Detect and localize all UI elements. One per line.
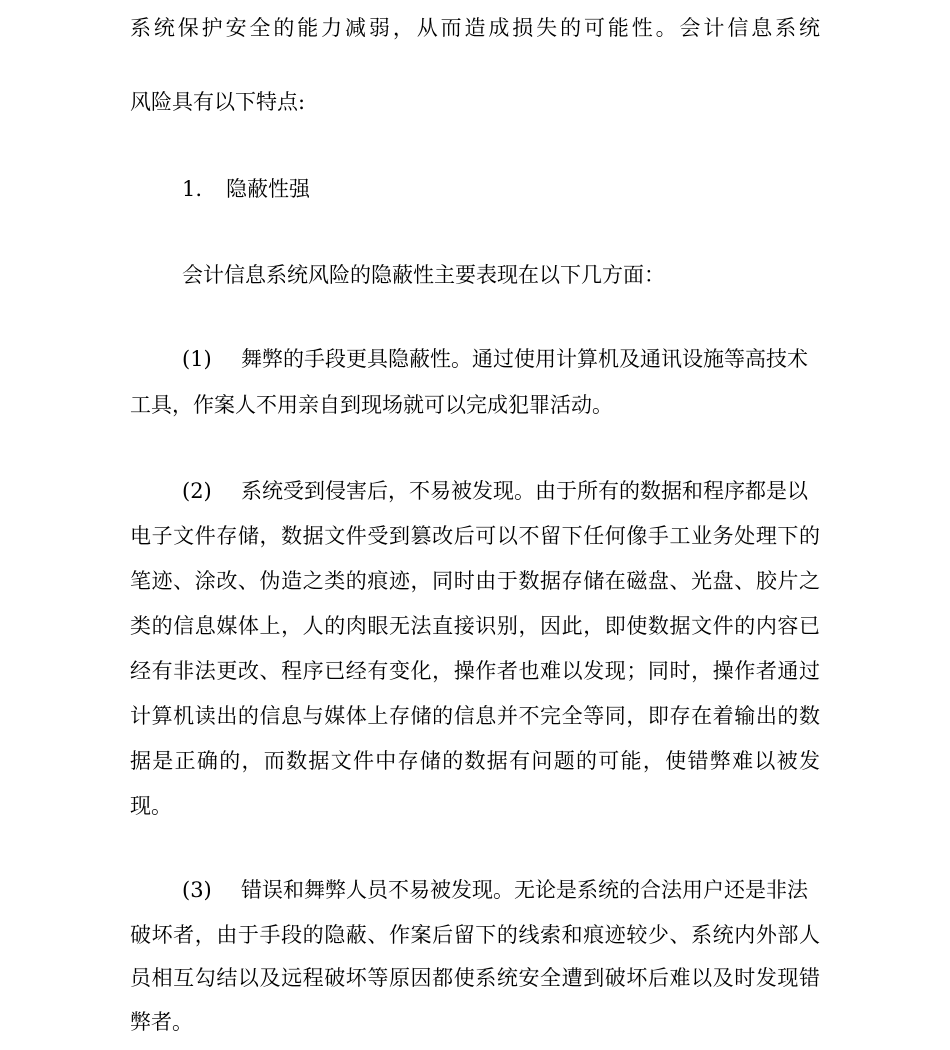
paragraph-line: 错误和舞弊人员不易被发现。无论是系统的合法用户还是非法 xyxy=(241,878,808,902)
paragraph-line: 类的信息媒体上，人的肉眼无法直接识别，因此，即使数据文件的内容已 xyxy=(130,614,820,638)
paragraph-line: 据是正确的，而数据文件中存储的数据有问题的可能，使错弊难以被发 xyxy=(130,749,820,773)
heading-number: 1. xyxy=(182,177,203,201)
list-item-marker: (2) xyxy=(182,479,212,503)
heading-text: 隐蔽性强 xyxy=(226,177,310,201)
paragraph-line: 经有非法更改、程序已经有变化，操作者也难以发现；同时，操作者通过 xyxy=(130,659,820,683)
paragraph-line: 笔迹、涂改、伪造之类的痕迹，同时由于数据存储在磁盘、光盘、胶片之 xyxy=(130,569,820,593)
paragraph-line: 工具，作案人不用亲自到现场就可以完成犯罪活动。 xyxy=(130,393,613,417)
paragraph-line: 系统受到侵害后，不易被发现。由于所有的数据和程序都是以 xyxy=(241,479,808,503)
paragraph-line: 破坏者，由于手段的隐蔽、作案后留下的线索和痕迹较少、系统内外部人 xyxy=(130,923,820,947)
paragraph-line: 电子文件存储，数据文件受到篡改后可以不留下任何像手工业务处理下的 xyxy=(130,524,820,548)
paragraph-line: 员相互勾结以及远程破坏等原因都使系统安全遭到破坏后难以及时发现错 xyxy=(130,966,820,990)
paragraph-line: 舞弊的手段更具隐蔽性。通过使用计算机及通讯设施等高技术 xyxy=(241,347,808,371)
list-item-first-line xyxy=(182,477,808,505)
paragraph-line: 计算机读出的信息与媒体上存储的信息并不完全等同，即存在着输出的数 xyxy=(130,704,820,728)
list-item-first-line xyxy=(182,345,808,373)
paragraph-line: 弊者。 xyxy=(130,1010,193,1034)
list-item-first-line xyxy=(182,876,808,904)
paragraph-line: 风险具有以下特点: xyxy=(130,90,306,114)
lead-paragraph: 会计信息系统风险的隐蔽性主要表现在以下几方面： xyxy=(182,263,665,287)
list-item-marker: (3) xyxy=(182,878,212,902)
paragraph-line: 现。 xyxy=(130,794,172,818)
section-heading xyxy=(182,175,310,203)
paragraph-line: 系统保护安全的能力减弱，从而造成损失的可能性。会计信息系统 xyxy=(130,16,820,40)
list-item-marker: (1) xyxy=(182,347,212,371)
